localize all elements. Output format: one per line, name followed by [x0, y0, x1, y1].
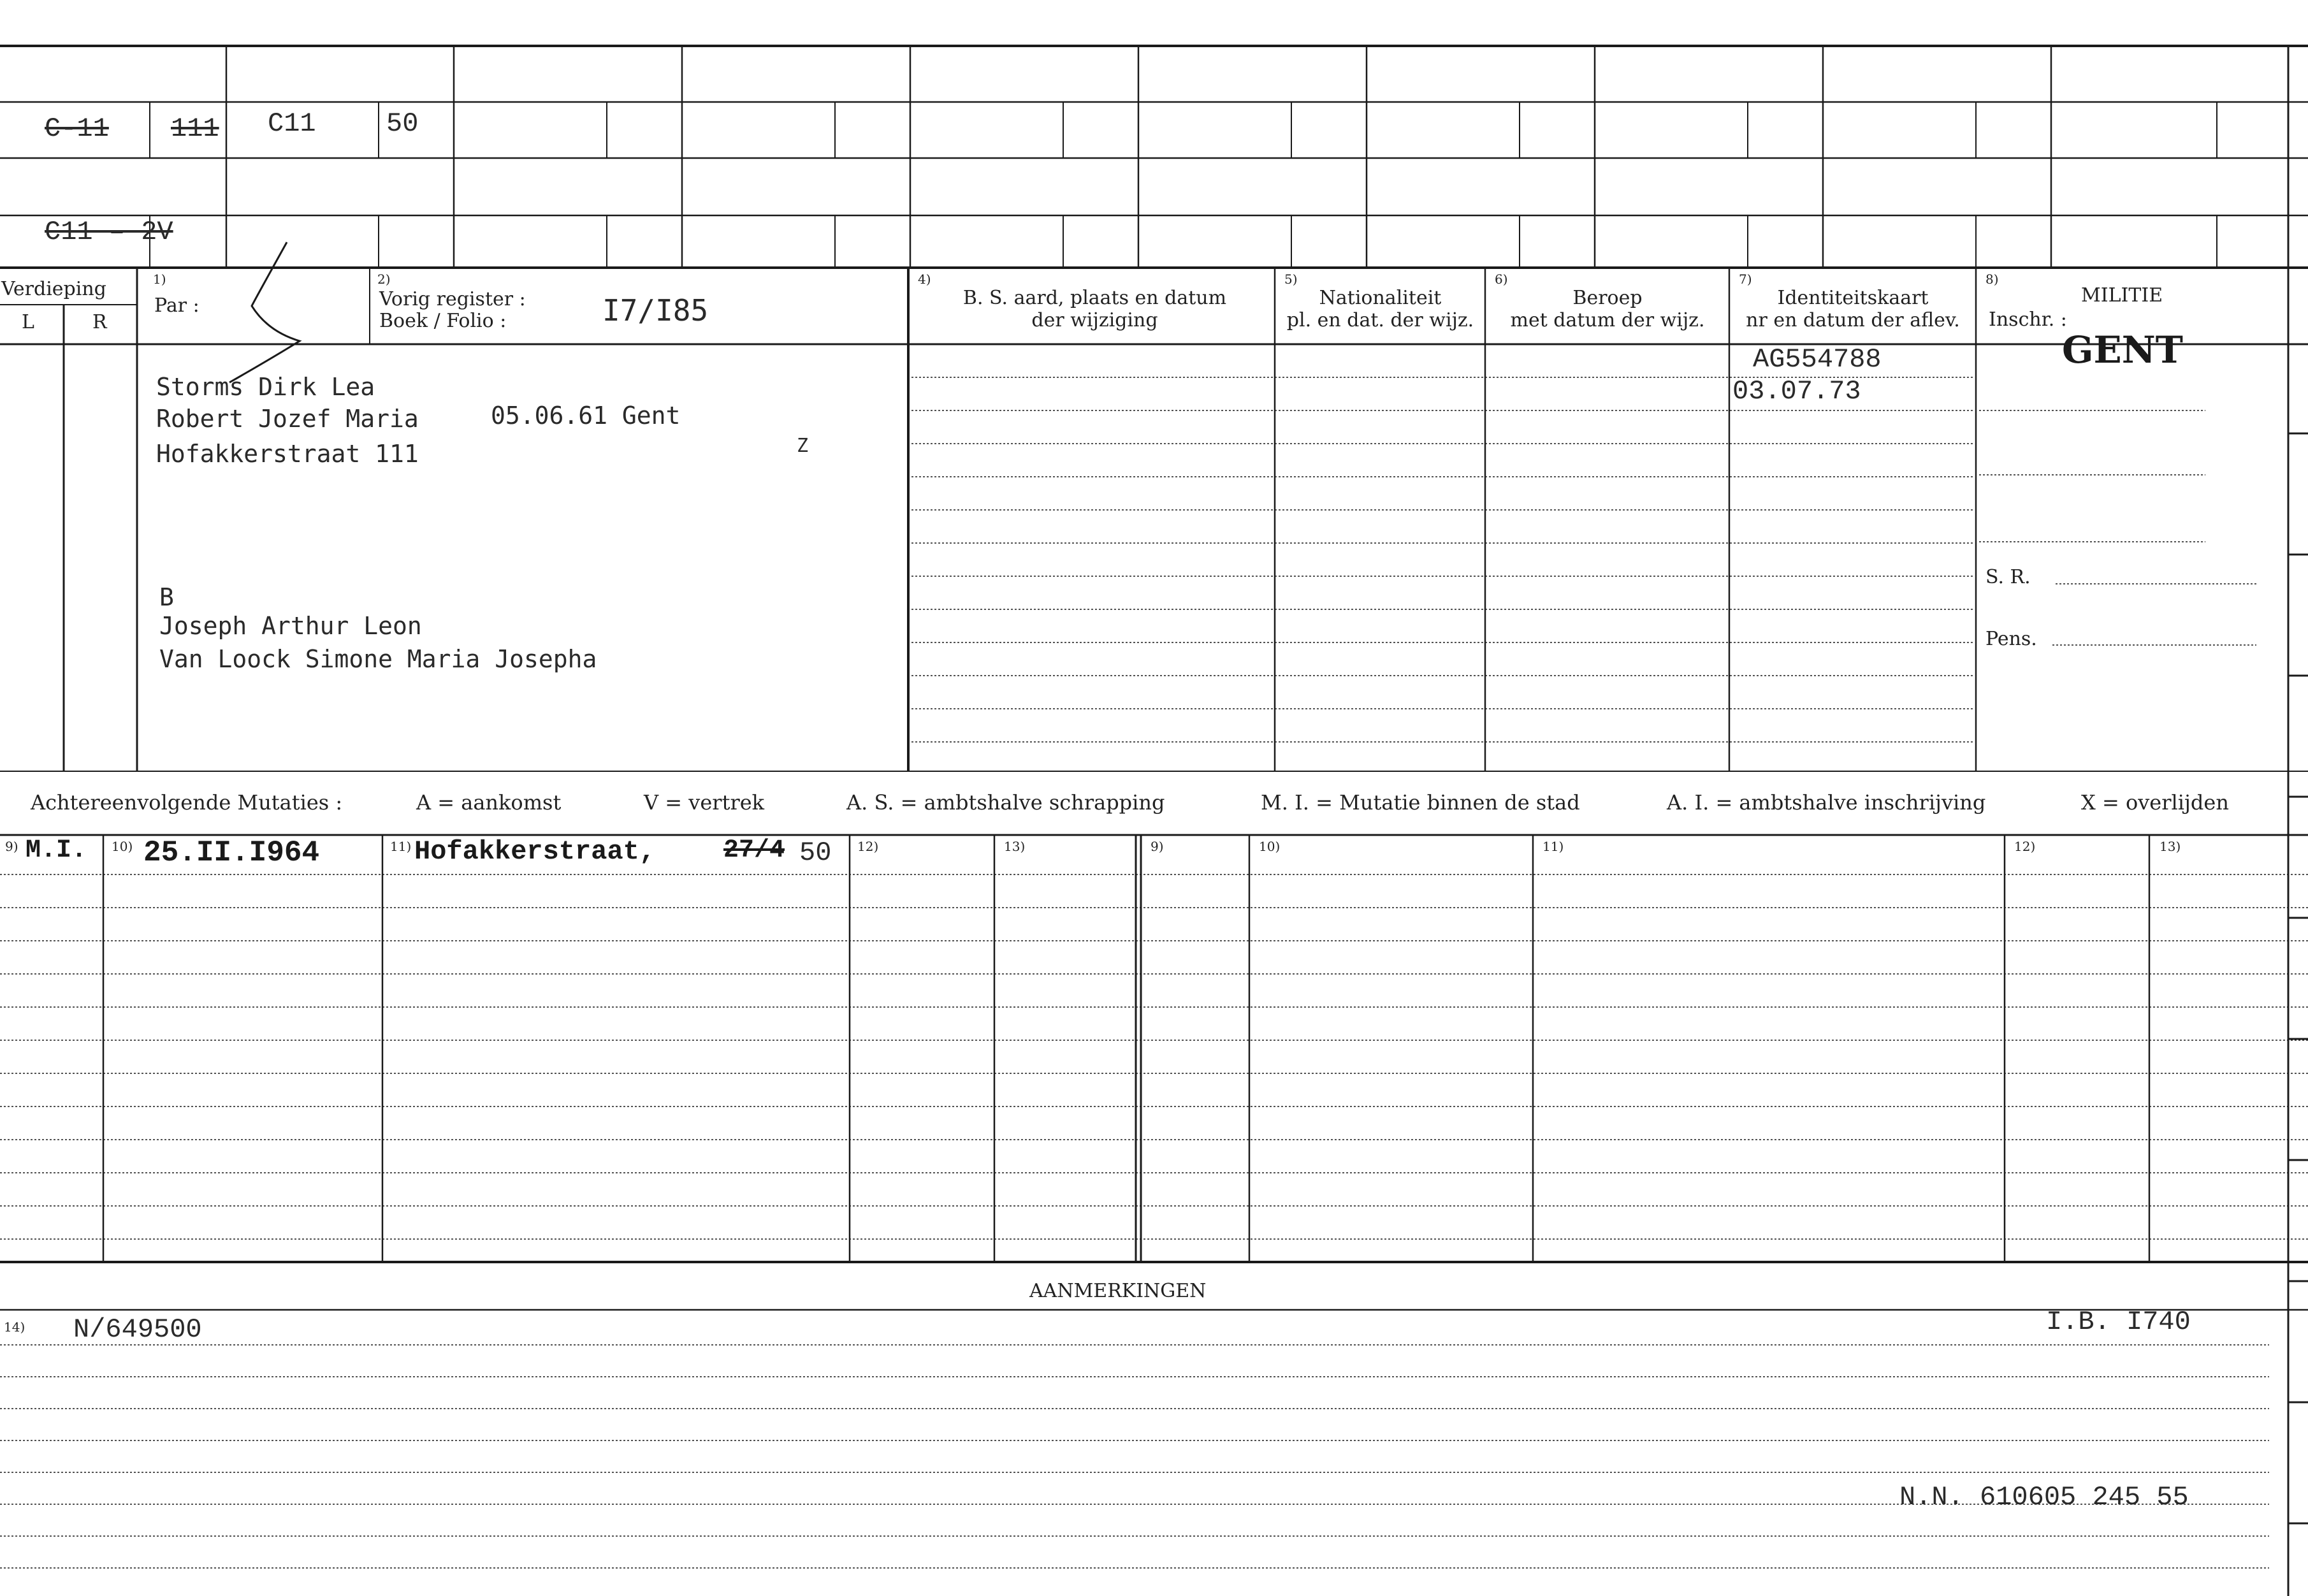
- col-11b-number: 11): [1542, 839, 1564, 854]
- beroep-line1: Beroep: [1572, 287, 1643, 309]
- id-card-number: AG554788: [1753, 344, 1882, 375]
- mutation-old-number: 27/4: [723, 836, 785, 865]
- remarks-national-number: N.N. 610605 245 55: [1899, 1482, 2189, 1513]
- person-father: Joseph Arthur Leon: [159, 612, 422, 640]
- field-2-number: 2): [377, 272, 391, 287]
- sr-label: S. R.: [1985, 566, 2031, 588]
- code-111-struck: 111: [171, 113, 219, 144]
- col-12-number: 12): [857, 839, 879, 854]
- person-birth: 05.06.61 Gent: [491, 402, 681, 430]
- col-11-number: 11): [390, 839, 412, 854]
- col-9b-number: 9): [1150, 839, 1164, 854]
- identiteitskaart-line2: nr en datum der aflev.: [1746, 309, 1960, 331]
- code-c11-2v-struck: C11 – 2V: [45, 217, 173, 247]
- person-name: Storms Dirk Lea: [156, 373, 375, 401]
- person-given-names: Robert Jozef Maria: [156, 405, 419, 433]
- floor-r-label: R: [92, 311, 107, 333]
- field-4-number: 4): [918, 272, 931, 287]
- mutation-date: 25.II.I964: [143, 836, 320, 869]
- militie-stamp: GENT: [2062, 328, 2183, 372]
- floor-l-label: L: [22, 311, 34, 333]
- person-mark-z: Z: [797, 435, 809, 457]
- col-10-number: 10): [112, 839, 133, 854]
- beroep-line2: met datum der wijz.: [1510, 309, 1705, 331]
- mutation-type: M.I.: [25, 836, 87, 865]
- code-c11: C11: [268, 108, 316, 139]
- mutation-street: Hofakkerstraat,: [414, 836, 656, 867]
- identiteitskaart-header: [1731, 287, 1975, 331]
- person-mother: Van Loock Simone Maria Josepha: [159, 645, 597, 673]
- legend-title: Achtereenvolgende Mutaties :: [31, 790, 343, 815]
- code-c11-struck: C-11: [45, 113, 109, 144]
- nationaliteit-line1: Nationaliteit: [1319, 287, 1442, 309]
- field-5-number: 5): [1284, 272, 1298, 287]
- person-b: B: [159, 583, 174, 611]
- col-10b-number: 10): [1259, 839, 1281, 854]
- beroep-header: [1487, 287, 1728, 331]
- remarks-reference: N/649500: [73, 1314, 202, 1345]
- legend-mi: M. I. = Mutatie binnen de stad: [1261, 790, 1580, 815]
- inschr-label: Inschr. :: [1989, 308, 2067, 331]
- remarks-ib: I.B. I740: [2046, 1307, 2191, 1337]
- code-50: 50: [386, 108, 419, 139]
- identiteitskaart-line1: Identiteitskaart: [1777, 287, 1929, 309]
- vorig-register-label: Vorig register :: [379, 288, 526, 310]
- col-13b-number: 13): [2159, 839, 2181, 854]
- col-9-number: 9): [5, 839, 18, 854]
- field-1-number: 1): [153, 272, 166, 287]
- person-address: Hofakkerstraat 111: [156, 440, 419, 468]
- legend-as: A. S. = ambtshalve schrapping: [846, 790, 1165, 815]
- field-6-number: 6): [1495, 272, 1508, 287]
- nationaliteit-line2: pl. en dat. der wijz.: [1286, 309, 1474, 331]
- militie-label: MILITIE: [2081, 284, 2163, 307]
- field-8-number: 8): [1985, 272, 1999, 287]
- verdieping-label: Verdieping: [1, 278, 106, 300]
- bs-header-line2: der wijziging: [1031, 309, 1158, 331]
- field-7-number: 7): [1739, 272, 1752, 287]
- legend-x: X = overlijden: [2081, 790, 2229, 815]
- mutation-number: 50: [799, 838, 832, 868]
- pens-label: Pens.: [1985, 628, 2037, 650]
- id-card-date: 03.07.73: [1732, 376, 1861, 407]
- legend-ai: A. I. = ambtshalve inschrijving: [1667, 790, 1986, 815]
- boek-folio-value: I7/I85: [602, 293, 709, 328]
- aanmerkingen-title: AANMERKINGEN: [1029, 1280, 1207, 1302]
- bs-header: [918, 287, 1272, 331]
- bs-header-line1: B. S. aard, plaats en datum: [962, 287, 1227, 309]
- boek-folio-label: Boek / Folio :: [379, 310, 507, 332]
- par-label: Par :: [154, 294, 200, 317]
- nationaliteit-header: [1277, 287, 1484, 331]
- legend-a: A = aankomst: [416, 790, 562, 815]
- col-13-number: 13): [1004, 839, 1026, 854]
- field-14-number: 14): [4, 1319, 25, 1335]
- signature-scribble: [229, 242, 300, 382]
- legend-v: V = vertrek: [644, 790, 765, 815]
- col-12b-number: 12): [2014, 839, 2036, 854]
